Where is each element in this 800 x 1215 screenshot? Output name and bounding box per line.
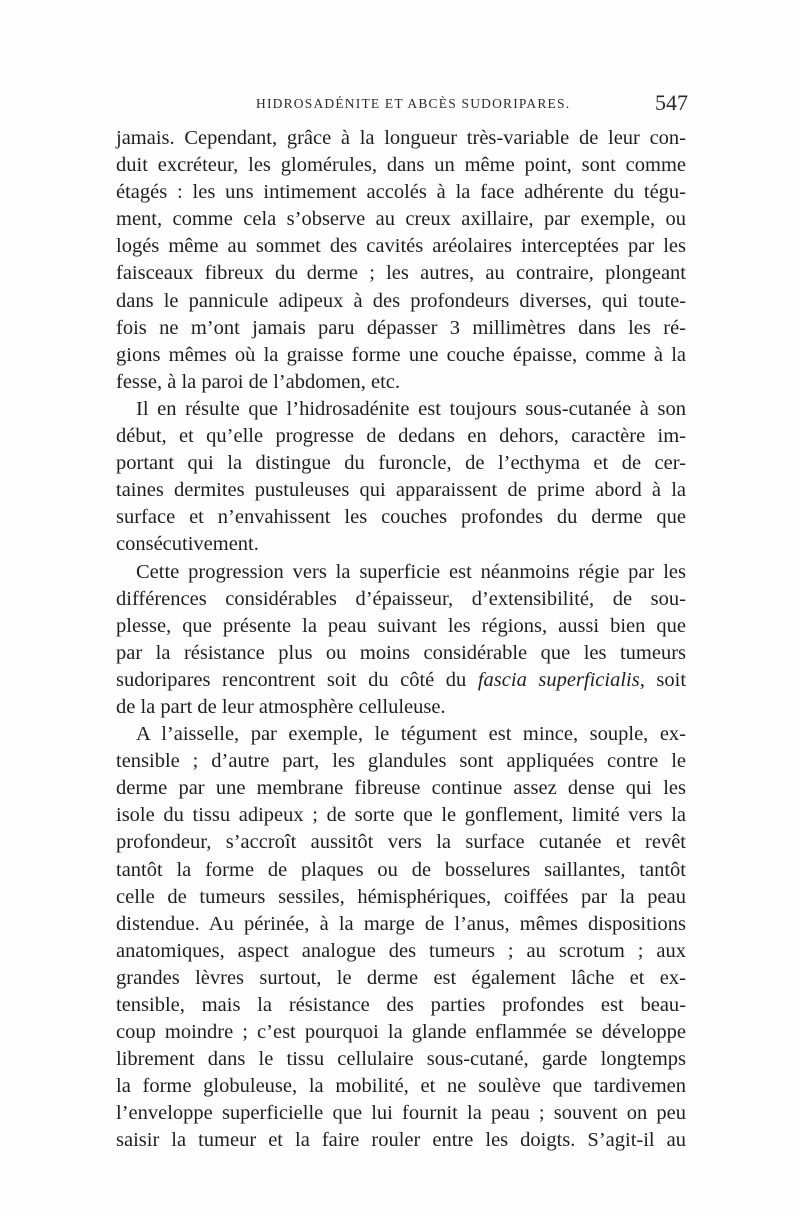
text-line: plesse, que présente la peau suivant les régions, aussi bien que	[116, 614, 686, 637]
text-line: librement dans le tissu cellulaire sous-cutané, garde longtemps	[116, 1048, 686, 1071]
text-segment: soit	[656, 668, 687, 691]
running-title: HIDROSADÉNITE ET ABCÈS SUDORIPARES.	[256, 96, 571, 111]
text-line: par la résistance plus ou moins considérable que les tumeurs	[116, 641, 686, 664]
text-line: Il en résulte que l’hidrosadénite est toujours sous-cutanée à son	[136, 397, 686, 420]
text-line: jamais. Cependant, grâce à la longueur très-variable de leur con-	[116, 127, 686, 149]
text-line: surface et n’envahissent les couches profondes du derme que	[116, 506, 686, 529]
italic-term: fascia superficialis,	[477, 668, 645, 691]
text-line: tantôt la forme de plaques ou de bosselures saillantes, tantôt	[116, 858, 686, 881]
text-line: coup moindre ; c’est pourquoi la glande enflammée se développe	[116, 1021, 686, 1044]
paragraph-4	[116, 721, 686, 1155]
body-text	[116, 125, 686, 1155]
paragraph-2	[116, 396, 686, 559]
paragraph-3	[116, 559, 686, 722]
text-line: l’enveloppe superficielle que lui fournit la peau ; souvent on peu	[116, 1102, 686, 1125]
text-line: portant qui la distingue du furoncle, de l’ecthyma et de cer-	[116, 452, 686, 475]
text-line: fesse, à la paroi de l’abdomen, etc.	[116, 370, 401, 393]
text-line: taines dermites pustuleuses qui apparaissent de prime abord à la	[116, 479, 686, 502]
text-line: dans le pannicule adipeux à des profondeurs diverses, qui toute-	[116, 289, 686, 312]
text-line: Cette progression vers la superficie est néanmoins régie par les	[136, 560, 686, 583]
text-line: grandes lèvres surtout, le derme est également lâche et ex-	[116, 966, 686, 989]
text-line: étagés : les uns intimement accolés à la face adhérente du tégu-	[116, 181, 686, 204]
text-line-with-italic	[116, 667, 686, 694]
text-line: logés même au sommet des cavités aréolaires interceptées par les	[116, 235, 686, 258]
text-line: fois ne m’ont jamais paru dépasser 3 millimètres dans les ré-	[116, 316, 686, 339]
text-line: la forme globuleuse, la mobilité, et ne soulève que tardivemen	[116, 1075, 686, 1098]
text-line: consécutivement.	[116, 533, 259, 556]
text-line: distendue. Au périnée, à la marge de l’anus, mêmes dispositions	[116, 912, 686, 935]
text-line: début, et qu’elle progresse de dedans en dehors, caractère im-	[116, 425, 686, 448]
text-line: de la part de leur atmosphère celluleuse.	[116, 695, 446, 718]
text-line: faisceaux fibreux du derme ; les autres, au contraire, plongeant	[116, 262, 686, 285]
text-line: tensible, mais la résistance des parties profondes est beau-	[116, 994, 686, 1016]
paragraph-1	[116, 125, 686, 396]
text-line: derme par une membrane fibreuse continue assez dense qui les	[116, 777, 686, 800]
text-line: différences considérables d’épaisseur, d’extensibilité, de sou-	[116, 587, 686, 610]
text-line: saisir la tumeur et la faire rouler entre les doigts. S’agit-il au	[116, 1129, 686, 1152]
text-line: A l’aisselle, par exemple, le tégument est mince, souple, ex-	[136, 723, 686, 746]
text-line: duit excréteur, les glomérules, dans un même point, sont comme	[116, 154, 686, 177]
text-line: ment, comme cela s’observe au creux axillaire, par exemple, ou	[116, 208, 686, 231]
text-line: gions mêmes où la graisse forme une couche épaisse, comme à la	[116, 343, 686, 366]
text-line: anatomiques, aspect analogue des tumeurs ; au scrotum ; aux	[116, 939, 686, 962]
text-line: tensible ; d’autre part, les glandules sont appliquées contre le	[116, 750, 686, 773]
text-line: isole du tissu adipeux ; de sorte que le gonflement, limité vers la	[116, 804, 686, 827]
page-number: 547	[655, 90, 688, 115]
text-line: celle de tumeurs sessiles, hémisphériques, coiffées par la peau	[116, 885, 686, 908]
text-line: profondeur, s’accroît aussitôt vers la surface cutanée et revêt	[116, 831, 686, 854]
text-segment: sudoripares rencontrent soit du côté du	[116, 668, 467, 691]
running-head	[118, 90, 688, 118]
